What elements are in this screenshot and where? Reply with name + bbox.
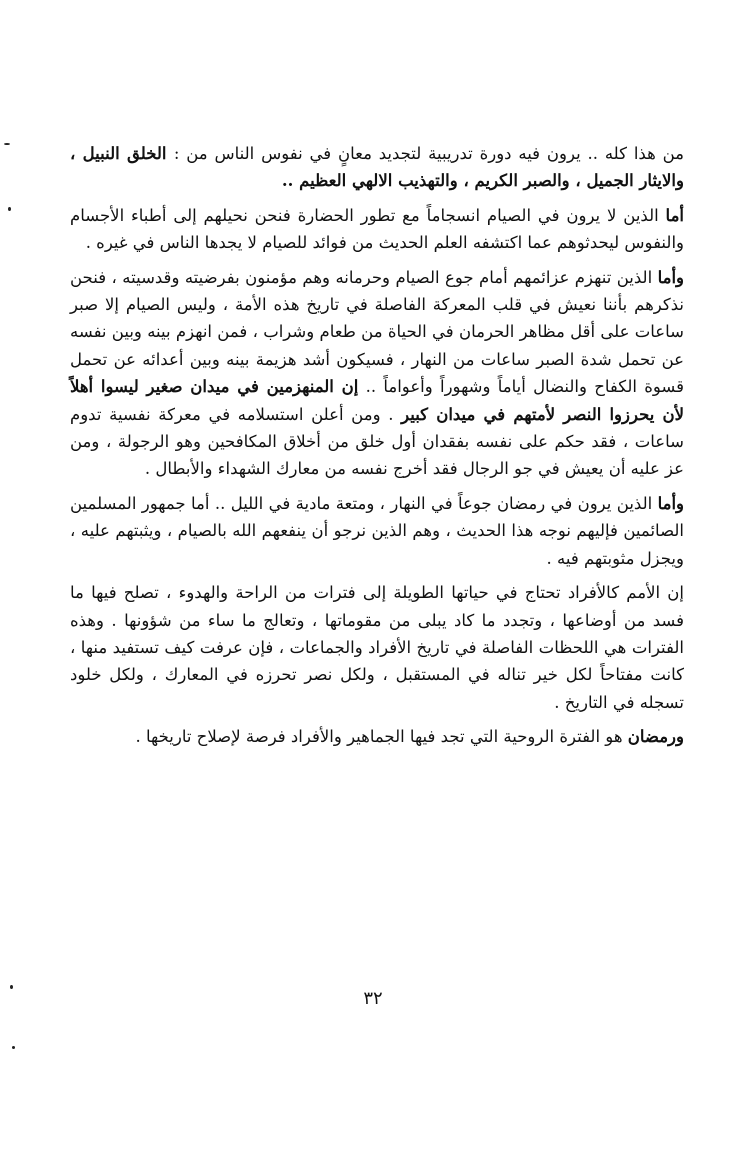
paragraph-3 bbox=[70, 264, 684, 483]
paragraph-5-text: إن الأمم كالأفراد تحتاج في حياتها الطويلة إلى فترات من الراحة والهدوء ، تصلح فيها ما فسد من أوضاعها ، وتجدد ما كاد يبلى من مقوماتها ، وتعالج ما ساء من شؤونها . وهذه الفترات هي اللحظات الفاصلة في تاريخ الأفراد والجماعات ، فإن عرفت كيف تستفيد منها ، كانت مفتاحاً لكل خير تناله في المستقبل ، ولكل نصر تحرزه في المعارك ، ولكل خلود تسجله في التاريخ . bbox=[70, 583, 684, 712]
paragraph-6-text: هو الفترة الروحية التي تجد فيها الجماهير والأفراد فرصة لإصلاح تاريخها . bbox=[135, 727, 628, 747]
paragraph-3-text-end: . ومن أعلن استسلامه في معركة نفسية تدوم ساعات ، فقد حكم على نفسه بفقدان أول خلق من أخلاق المكافحين وهو الرجولة ، ومن عز عليه أن يعيش في جو الرجال فقد أخرج نفسه من معارك الشهداء والأبطال . bbox=[70, 404, 684, 479]
paragraph-1-bold-virtues: الخلق النبيل ، والايثار الجميل ، والصبر الكريم ، والتهذيب الالهي العظيم .. bbox=[70, 144, 684, 191]
paragraph-1 bbox=[70, 140, 684, 195]
paragraph-4-text: الذين يرون في رمضان جوعاً في النهار ، ومتعة مادية في الليل .. أما جمهور المسلمين الصائمين فإليهم نوجه هذا الحديث ، وهم الذين نرجو أن ينفعهم الله بالصيام ، ويثبتهم عليه ، ويجزل مثوبتهم فيه . bbox=[70, 493, 684, 568]
paragraph-5 bbox=[70, 579, 684, 716]
scan-speck bbox=[10, 985, 13, 989]
paragraph-2-lead: أما bbox=[665, 205, 684, 225]
paragraph-4-lead: وأما bbox=[657, 493, 684, 513]
page-text bbox=[70, 140, 684, 751]
paragraph-3-lead: وأما bbox=[657, 267, 684, 287]
paragraph-6 bbox=[70, 723, 684, 750]
paragraph-3-bold-quote: إن المنهزمين في ميدان صغير ليسوا أهلاً لأن يحرزوا النصر لأمتهم في ميدان كبير bbox=[70, 377, 685, 424]
scan-speck bbox=[12, 1046, 15, 1049]
paragraph-3-text: الذين تنهزم عزائمهم أمام جوع الصيام وحرمانه وهم مؤمنون بفرضيته وقدسيته ، فنحن نذكرهم بأننا نعيش في قلب المعركة الفاصلة في تاريخ هذه الأمة ، وليس الصيام إلا صبر ساعات على أقل مظاهر الحرمان في الحياة من طعام وشراب ، فمن انهزم بينه وبين نفسه عن تحمل شدة الصبر ساعات من النهار ، فسيكون أشد هزيمة بينه وبين أعدائه عن تحمل قسوة الكفاح والنضال أياماً وشهوراً وأعواماً .. bbox=[70, 267, 684, 397]
paragraph-1-text: من هذا كله .. يرون فيه دورة تدريبية لتجديد معانٍ في نفوس الناس من : bbox=[173, 144, 684, 163]
paragraph-4 bbox=[70, 490, 684, 572]
page-number: ٣٢ bbox=[363, 988, 383, 1009]
scan-speck bbox=[4, 143, 10, 145]
paragraph-2-text: الذين لا يرون في الصيام انسجاماً مع تطور الحضارة فنحن نحيلهم إلى أطباء الأجسام والنفوس ليحدثوهم عما اكتشفه العلم الحديث من فوائد للصيام لا يجدها الناس في غيره . bbox=[70, 205, 684, 253]
scan-speck bbox=[8, 207, 11, 211]
paragraph-6-lead: ورمضان bbox=[627, 727, 684, 747]
paragraph-2 bbox=[70, 202, 684, 257]
